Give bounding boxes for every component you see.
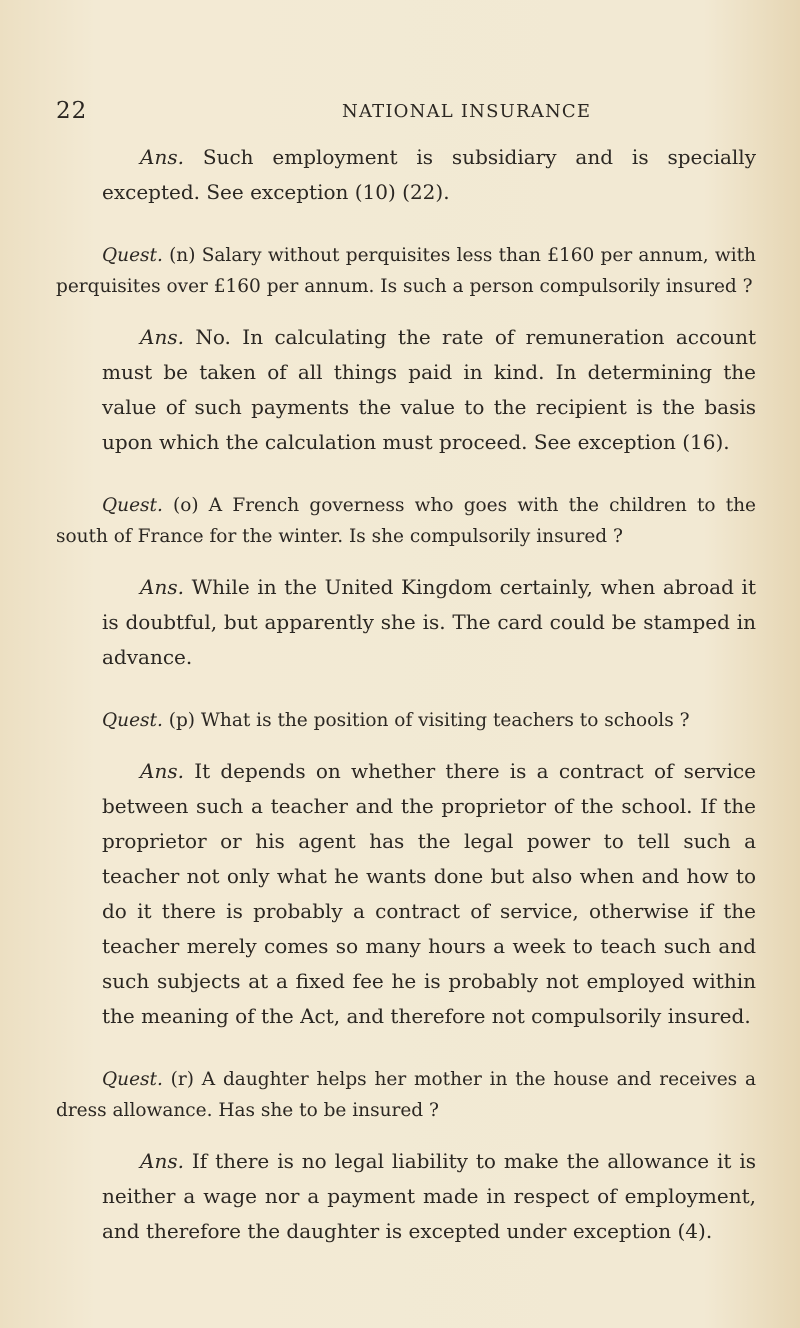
- question-label: Quest.: [102, 1069, 163, 1090]
- question-text: (n) Salary without perquisites less than £160 per annum, with perquisites over £160 per annum. Is such a person compulsorily insured ?: [56, 245, 756, 297]
- answer-paragraph: [56, 140, 756, 210]
- answer-label: Ans.: [140, 325, 184, 349]
- answer-text: While in the United Kingdom certainly, when abroad it is doubtful, but apparently she is. The card could be stamped in advance.: [102, 575, 756, 669]
- question-paragraph: [56, 1064, 756, 1126]
- question-label: Quest.: [102, 495, 163, 516]
- answer-label: Ans.: [140, 145, 184, 169]
- question-text: (r) A daughter helps her mother in the house and receives a dress allowance. Has she to be insured ?: [56, 1069, 756, 1121]
- page-body: [56, 140, 756, 1249]
- question-label: Quest.: [102, 245, 163, 266]
- answer-label: Ans.: [140, 759, 184, 783]
- answer-text: No. In calculating the rate of remuneration account must be taken of all things paid in kind. In determining the value of such payments the value to the recipient is the basis upon which the calculation must proceed. See exception (16).: [102, 325, 757, 454]
- answer-paragraph: [56, 320, 756, 460]
- answer-text: If there is no legal liability to make the allowance it is neither a wage nor a payment made in respect of employment, and therefore the daughter is excepted under exception (4).: [102, 1149, 757, 1243]
- answer-text: It depends on whether there is a contract of service between such a teacher and the proprietor of the school. If the proprietor or his agent has the legal power to tell such a teacher not only what he wants done but also when and how to do it there is probably a contract of service, otherwise if the teacher merely comes so many hours a week to teach such and such subjects at a fixed fee he is probably not employed within the meaning of the Act, and therefore not compulsorily insured.: [102, 759, 757, 1028]
- answer-paragraph: [56, 1144, 756, 1249]
- question-text: (o) A French governess who goes with the children to the south of France for the winter. Is she compulsorily insured ?: [56, 495, 756, 547]
- answer-paragraph: [56, 570, 756, 675]
- question-text: (p) What is the position of visiting teachers to schools ?: [168, 710, 690, 731]
- question-label: Quest.: [102, 710, 163, 731]
- page-number: 22: [56, 98, 88, 124]
- running-title: NATIONAL INSURANCE: [342, 101, 592, 122]
- answer-paragraph: [56, 754, 756, 1034]
- page-header: [56, 98, 756, 128]
- question-paragraph: [56, 705, 756, 736]
- question-paragraph: [56, 240, 756, 302]
- answer-text: Such employment is subsidiary and is specially excepted. See exception (10) (22).: [102, 145, 757, 204]
- question-paragraph: [56, 490, 756, 552]
- answer-label: Ans.: [140, 575, 184, 599]
- answer-label: Ans.: [140, 1149, 184, 1173]
